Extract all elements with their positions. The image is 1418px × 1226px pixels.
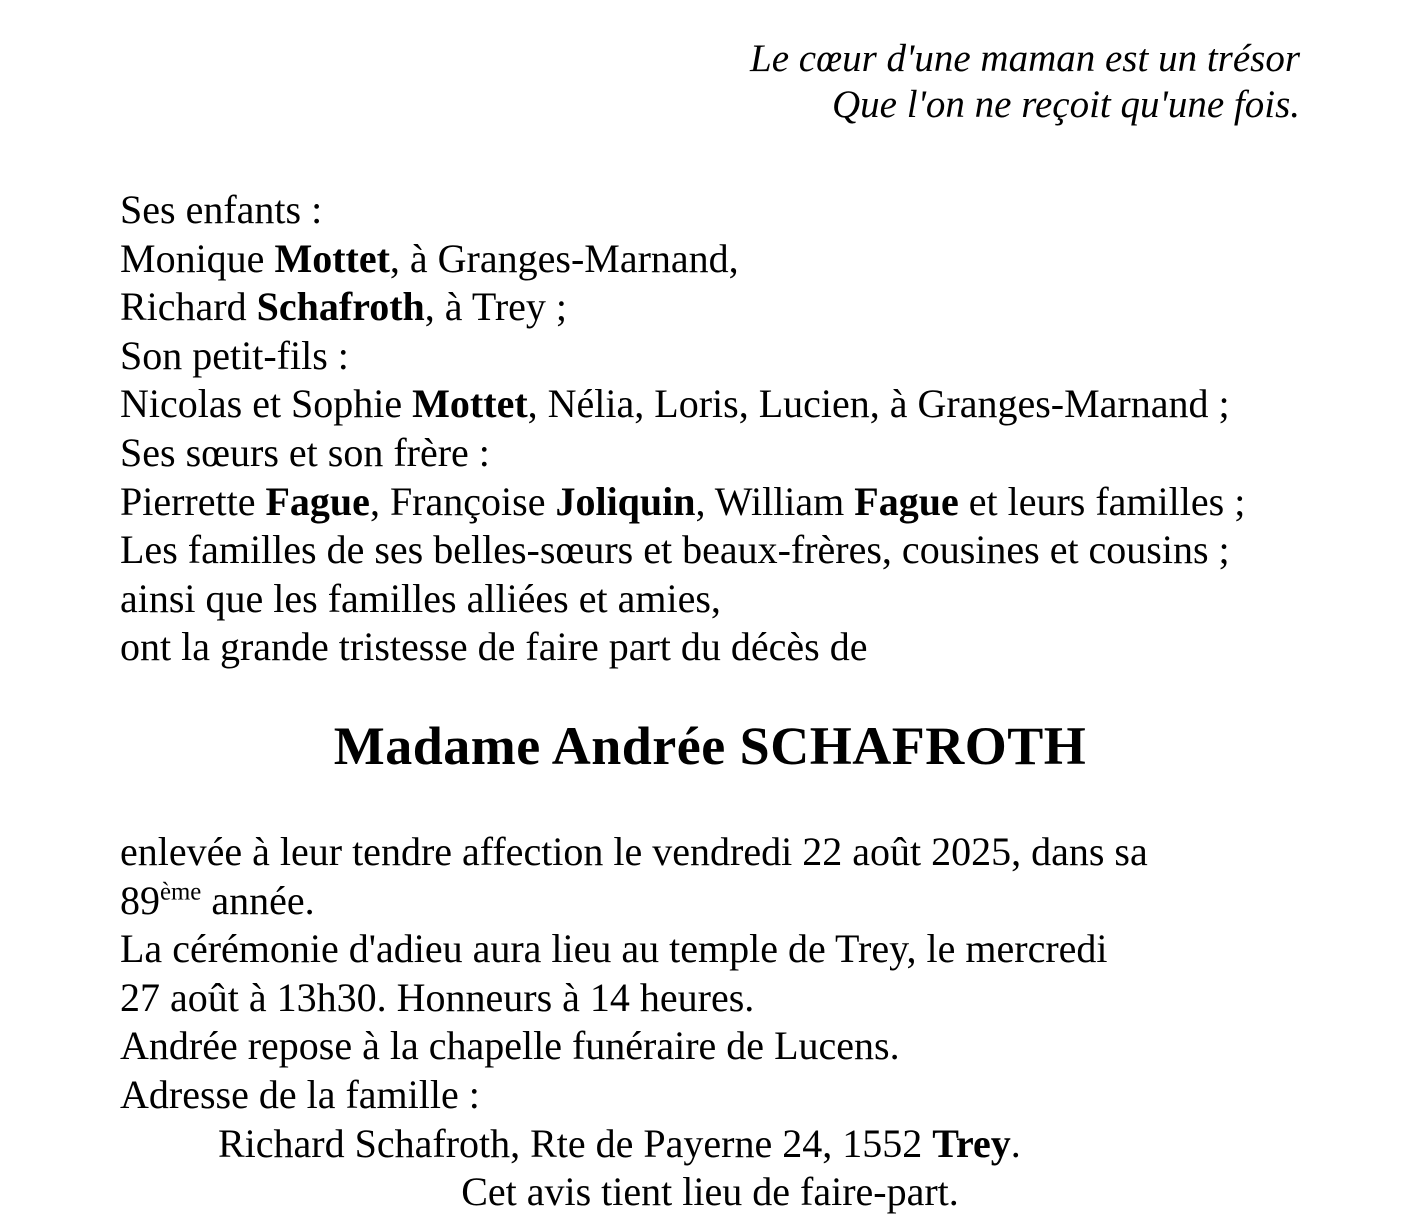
text-segment: ème xyxy=(160,878,202,906)
text-segment: Nicolas et Sophie xyxy=(120,381,413,427)
text-line xyxy=(120,925,1300,974)
text-segment: Ses sœurs et son frère : xyxy=(120,429,490,475)
family-address-line xyxy=(120,1120,1300,1169)
text-line xyxy=(120,974,1300,1023)
ceremony-details xyxy=(120,828,1300,1120)
text-line xyxy=(120,1071,1300,1120)
epigraph xyxy=(120,36,1300,128)
text-line xyxy=(120,332,1300,381)
text-segment: enlevée à leur tendre affection le vendredi 22 août 2025, dans sa xyxy=(120,828,1148,874)
text-segment: , Nélia, Loris, Lucien, à Granges-Marnand ; xyxy=(527,381,1230,427)
text-segment: ont la grande tristesse de faire part du décès de xyxy=(120,624,868,670)
bold-text-segment: Mottet xyxy=(412,381,528,427)
epigraph-line-2: Que l'on ne reçoit qu'une fois. xyxy=(832,83,1300,126)
bold-text-segment: Mottet xyxy=(274,235,390,281)
text-segment: La cérémonie d'adieu aura lieu au temple de Trey, le mercredi xyxy=(120,926,1108,972)
text-segment: et leurs familles ; xyxy=(958,478,1246,524)
text-segment: . xyxy=(1010,1120,1021,1166)
bold-text-segment: Schafroth xyxy=(256,284,425,330)
text-segment: , William xyxy=(695,478,855,524)
text-segment: année. xyxy=(201,877,315,923)
text-segment: Andrée repose à la chapelle funéraire de Lucens. xyxy=(120,1023,900,1069)
text-segment: , à Trey ; xyxy=(424,284,568,330)
text-line xyxy=(120,235,1300,284)
text-segment: 27 août à 13h30. Honneurs à 14 heures. xyxy=(120,974,755,1020)
bold-text-segment: Trey xyxy=(932,1120,1011,1166)
text-line xyxy=(120,429,1300,478)
text-segment: Richard xyxy=(120,284,257,330)
text-segment: , à Granges-Marnand, xyxy=(389,235,739,281)
text-line xyxy=(120,1022,1300,1071)
text-segment: Adresse de la famille : xyxy=(120,1071,480,1117)
family-announcement xyxy=(120,186,1300,672)
text-line xyxy=(120,283,1300,332)
text-line xyxy=(120,623,1300,672)
text-segment: Ses enfants : xyxy=(120,187,323,232)
bold-text-segment: Fague xyxy=(854,478,959,524)
text-line xyxy=(120,478,1300,527)
closing-statement: Cet avis tient lieu de faire-part. xyxy=(461,1169,959,1215)
text-segment: Richard Schafroth, Rte de Payerne 24, 1552 xyxy=(218,1120,933,1166)
text-line xyxy=(120,575,1300,624)
text-line xyxy=(120,380,1300,429)
text-segment: Les familles de ses belles-sœurs et beaux-frères, cousines et cousins ; xyxy=(120,527,1230,573)
text-segment: , Françoise xyxy=(369,478,556,524)
epigraph-line-1: Le cœur d'une maman est un trésor xyxy=(750,37,1300,80)
text-segment: Son petit-fils : xyxy=(120,332,349,378)
text-segment: 89 xyxy=(120,877,160,923)
text-line xyxy=(120,526,1300,575)
bold-text-segment: Joliquin xyxy=(555,478,696,524)
text-line xyxy=(120,828,1300,877)
text-segment: ainsi que les familles alliées et amies, xyxy=(120,575,721,621)
text-line xyxy=(120,186,1300,235)
deceased-name-title: Madame Andrée SCHAFROTH xyxy=(333,715,1087,776)
text-segment: Monique xyxy=(120,235,275,281)
text-line xyxy=(120,877,1300,926)
text-segment: Pierrette xyxy=(120,478,266,524)
bold-text-segment: Fague xyxy=(265,478,370,524)
